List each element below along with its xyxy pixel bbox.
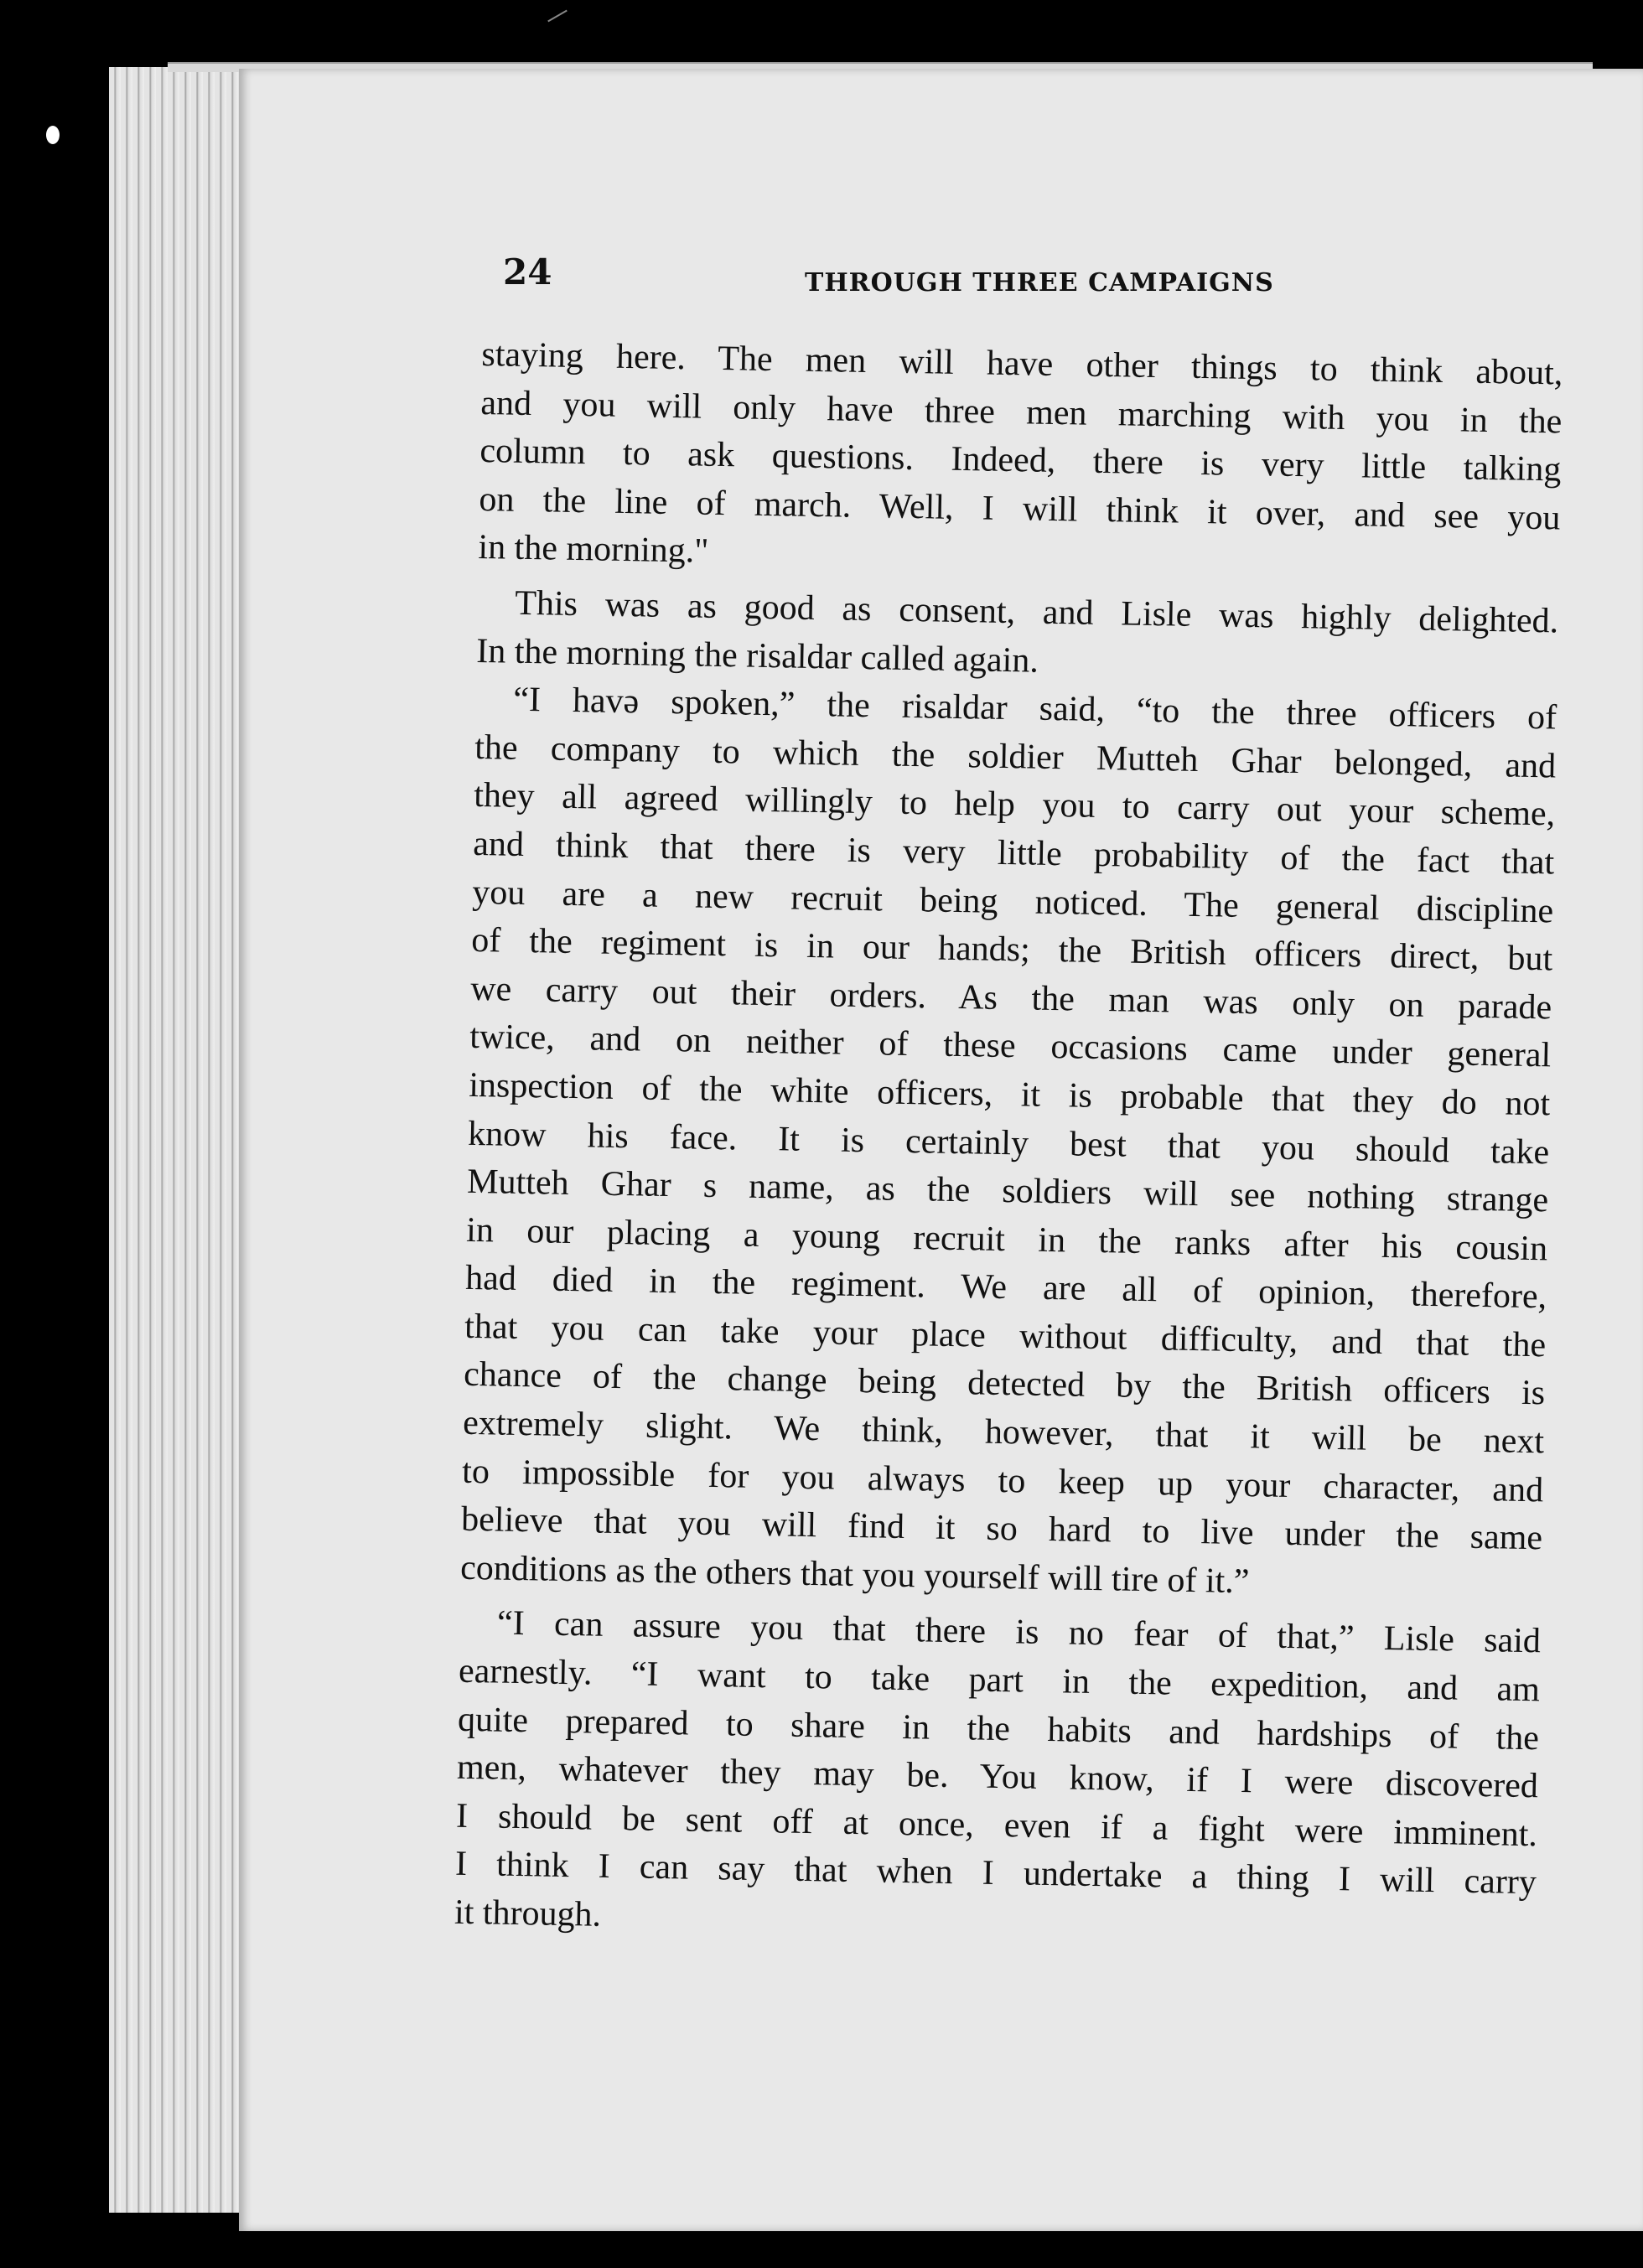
text-line: that you can take your place without difficulty, and that the [464, 1307, 1547, 1365]
page-number: 24 [503, 251, 552, 293]
text-line: and you will only have three men marching with you in the [480, 383, 1563, 442]
text-line: believe that you will find it so hard to live under the same [460, 1500, 1543, 1558]
text-line: “I can assure you that there is no fear of that,” Lisle said [496, 1603, 1542, 1661]
text-line: quite prepared to share in the habits and hardships of the [457, 1700, 1540, 1758]
text-line: earnestly. “I want to take part in the expedition, and am [458, 1651, 1541, 1710]
text-line: staying here. The men will have other things to think about, [481, 334, 1563, 393]
text-line: conditions as the others that you yourself will tire of it.” [459, 1548, 1250, 1602]
text-line: in the morning." [478, 528, 709, 572]
text-line: on the line of march. Well, I will think it over, and see you [479, 479, 1561, 538]
text-line: In the morning the risaldar called again. [475, 631, 1039, 681]
running-title: THROUGH THREE CAMPAIGNS [805, 268, 1274, 298]
scan-speck [46, 126, 60, 144]
body-text [454, 331, 1563, 1956]
text-line: inspection of the white officers, it is probable that they do not [468, 1065, 1551, 1124]
text-line: it through. [454, 1893, 602, 1934]
text-line: “I havə spoken,” the risaldar said, “to the three officers of [512, 680, 1557, 738]
text-line: and think that there is very little probability of the fact that [472, 824, 1555, 883]
text-line: column to ask questions. Indeed, there is very little talking [479, 432, 1562, 489]
scan-mark [547, 10, 568, 23]
text-line: know his face. It is certainly best that you should take [467, 1114, 1550, 1172]
text-line: I should be sent off at once, even if a fight were imminent. [455, 1796, 1538, 1855]
text-line: you are a new recruit being noticed. The general discipline [471, 873, 1554, 930]
text-line: they all agreed willingly to help you to carry out your scheme, [473, 776, 1556, 834]
text-line: we carry out their orders. As the man was only on parade [469, 969, 1552, 1028]
text-line: This was as good as consent, and Lisle was highly delighted. [514, 583, 1559, 641]
text-line: of the regiment is in our hands; the British officers direct, but [470, 921, 1553, 979]
text-line: chance of the change being detected by the British officers is [463, 1355, 1546, 1413]
text-line: I think I can say that when I undertake a thing I will carry [454, 1845, 1537, 1903]
text-line: had died in the regiment. We are all of opinion, therefore, [464, 1259, 1547, 1317]
text-line: Mutteh Ghar s name, as the soldiers will see nothing strange [466, 1162, 1549, 1220]
text-line: men, whatever they may be. You know, if I were discovered [456, 1748, 1539, 1806]
page-edges-stack [109, 67, 243, 2213]
text-line: to impossible for you always to keep up your character, and [461, 1452, 1544, 1509]
text-line: twice, and on neither of these occasions came under general [469, 1017, 1552, 1075]
text-line: the company to which the soldier Mutteh Ghar belonged, and [474, 728, 1557, 786]
text-line: in our placing a young recruit in the ranks after his cousin [465, 1210, 1548, 1269]
text-line: extremely slight. We think, however, that it will be next [462, 1403, 1545, 1462]
